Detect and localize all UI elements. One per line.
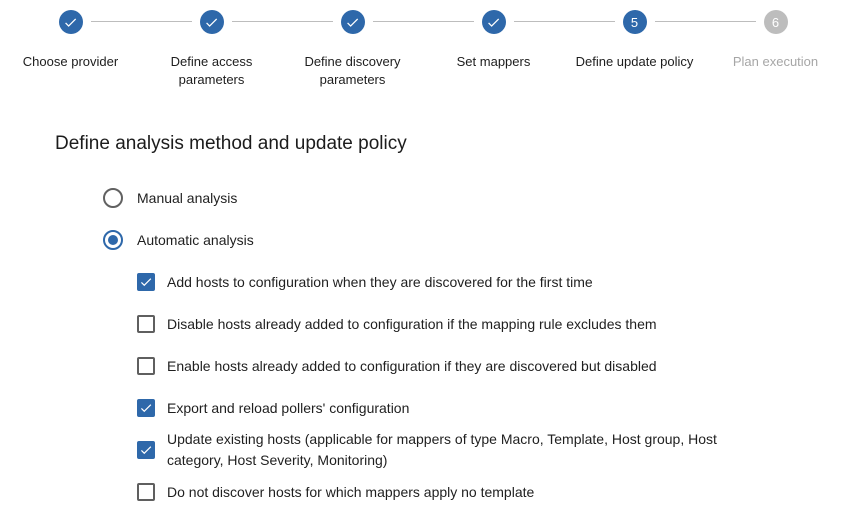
checkbox-icon[interactable] xyxy=(137,441,155,459)
step-completed-check-icon xyxy=(482,10,506,34)
step-label: Define update policy xyxy=(575,54,694,69)
step-label: Set mappers xyxy=(456,54,531,69)
checkbox-icon[interactable] xyxy=(137,357,155,375)
checkbox-icon[interactable] xyxy=(137,273,155,291)
checkbox-enable-disabled-hosts[interactable] xyxy=(137,345,846,387)
step-label: Choose provider xyxy=(22,54,119,69)
checkbox-label[interactable]: Export and reload pollers' configuration xyxy=(167,399,410,416)
step-plan-execution xyxy=(705,10,846,89)
radio-manual-analysis[interactable] xyxy=(103,177,846,219)
step-connector xyxy=(232,21,333,22)
step-connector xyxy=(91,21,192,22)
checkbox-update-existing-hosts[interactable] xyxy=(137,429,846,471)
step-connector xyxy=(514,21,615,22)
step-completed-check-icon xyxy=(200,10,224,34)
step-connector xyxy=(373,21,474,22)
checkbox-disable-excluded-hosts[interactable] xyxy=(137,303,846,345)
checkbox-label[interactable]: Do not discover hosts for which mappers apply no template xyxy=(167,483,535,500)
checkbox-label[interactable]: Add hosts to configuration when they are discovered for the first time xyxy=(167,273,593,290)
radio-icon[interactable] xyxy=(103,230,123,250)
radio-label[interactable]: Manual analysis xyxy=(137,189,238,206)
step-label: Plan execution xyxy=(732,54,819,69)
radio-label[interactable]: Automatic analysis xyxy=(137,231,254,248)
checkbox-export-reload-pollers[interactable] xyxy=(137,387,846,429)
checkbox-icon[interactable] xyxy=(137,399,155,417)
checkbox-no-template-no-discover[interactable] xyxy=(137,471,846,513)
step-label: Define access parameters xyxy=(170,54,253,87)
page-title: Define analysis method and update policy xyxy=(55,133,407,154)
radio-dot-icon xyxy=(108,235,118,245)
step-label: Define discovery parameters xyxy=(304,54,401,87)
step-number-icon: 5 xyxy=(623,10,647,34)
step-number-icon: 6 xyxy=(764,10,788,34)
update-policy-panel xyxy=(0,132,846,513)
wizard-stepper xyxy=(0,0,846,89)
checkbox-icon[interactable] xyxy=(137,483,155,501)
step-connector xyxy=(655,21,756,22)
checkbox-label[interactable]: Update existing hosts (applicable for mappers of type Macro, Template, Host group, Host category, Host Severity, Monitoring) xyxy=(167,431,717,468)
checkbox-icon[interactable] xyxy=(137,315,155,333)
checkbox-label[interactable]: Disable hosts already added to configuration if the mapping rule excludes them xyxy=(167,315,657,332)
checkbox-add-hosts-first-time[interactable] xyxy=(137,261,846,303)
analysis-method-options xyxy=(55,177,846,513)
radio-automatic-analysis[interactable] xyxy=(103,219,846,261)
checkbox-label[interactable]: Enable hosts already added to configuration if they are discovered but disabled xyxy=(167,357,657,374)
radio-icon[interactable] xyxy=(103,188,123,208)
step-completed-check-icon xyxy=(59,10,83,34)
step-completed-check-icon xyxy=(341,10,365,34)
